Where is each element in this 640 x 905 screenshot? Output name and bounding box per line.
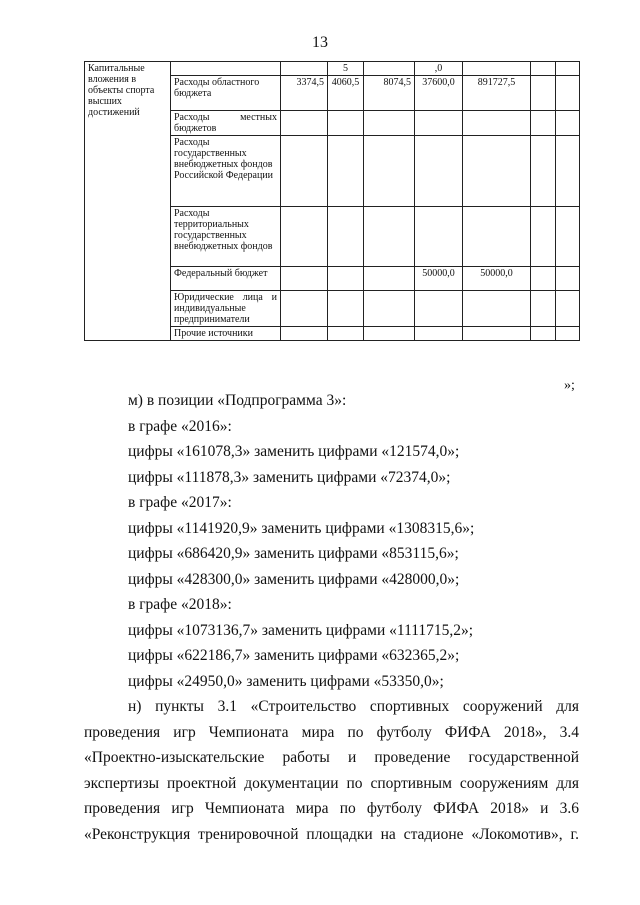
table-cell: 5 — [328, 62, 364, 76]
paragraph-line: н) пункты 3.1 «Строительство спортивных сооружений для — [128, 698, 579, 715]
paragraph-line: проведения игр Чемпионата мира по футболу ФИФА 2018» и 3.6 — [84, 800, 579, 817]
paragraph: в графе «2017»: — [128, 494, 232, 511]
table-cell: 891727,5 — [463, 76, 531, 111]
paragraph-line: «Реконструкция тренировочной площадки на стадионе «Локомотив», г. — [84, 825, 579, 843]
amendment-text — [84, 388, 579, 847]
row-label: Расходы областного бюджета — [171, 76, 281, 111]
table-cell: 50000,0 — [415, 267, 463, 291]
paragraph: м) в позиции «Подпрограмма 3»: — [128, 392, 347, 409]
table-cell: ,0 — [415, 62, 463, 76]
category-cell: Капитальные вложения в объекты спорта высших достижений — [85, 62, 171, 341]
paragraph: цифры «24950,0» заменить цифрами «53350,0»; — [128, 672, 444, 690]
row-label: Расходы территориальных государственных внебюджетных фондов — [171, 207, 281, 267]
paragraph: цифры «161078,3» заменить цифрами «121574,0»; — [128, 443, 460, 460]
row-label: Федеральный бюджет — [171, 267, 281, 291]
paragraph: цифры «111878,3» заменить цифрами «72374,0»; — [128, 468, 451, 486]
paragraph: цифры «1073136,7» заменить цифрами «1111715,2»; — [128, 621, 474, 639]
paragraph-line: экспертизы проектной документации по спортивным сооружениям для — [84, 774, 579, 792]
row-label: Расходы государственных внебюджетных фондов Российской Федерации — [171, 136, 281, 207]
table-cell: 4060,5 — [328, 76, 364, 111]
table-row — [85, 62, 580, 76]
paragraph: цифры «428300,0» заменить цифрами «428000,0»; — [128, 570, 460, 588]
table-cell: 37600,0 — [415, 76, 463, 111]
table-closing-quote: »; — [564, 378, 575, 393]
paragraph: в графе «2018»: — [128, 596, 232, 613]
table-cell: 8074,5 — [364, 76, 415, 111]
paragraph: цифры «622186,7» заменить цифрами «632365,2»; — [128, 647, 460, 664]
paragraph: цифры «686420,9» заменить цифрами «853115,6»; — [128, 545, 459, 562]
row-label: Юридические лица и индивидуальные предприниматели — [171, 291, 281, 327]
table-cell: 3374,5 — [281, 76, 328, 111]
page-number: 13 — [312, 34, 328, 51]
paragraph-line: проведения игр Чемпионата мира по футболу ФИФА 2018», 3.4 — [84, 723, 579, 741]
paragraph: в графе «2016»: — [128, 417, 232, 435]
table-cell: 50000,0 — [463, 267, 531, 291]
paragraph: цифры «1141920,9» заменить цифрами «1308315,6»; — [128, 519, 475, 537]
row-label: Расходы местных бюджетов — [171, 111, 281, 136]
budget-table — [84, 61, 580, 341]
paragraph-line: «Проектно-изыскательские работы и проведение государственной — [84, 749, 579, 766]
row-label: Прочие источники — [171, 327, 281, 341]
